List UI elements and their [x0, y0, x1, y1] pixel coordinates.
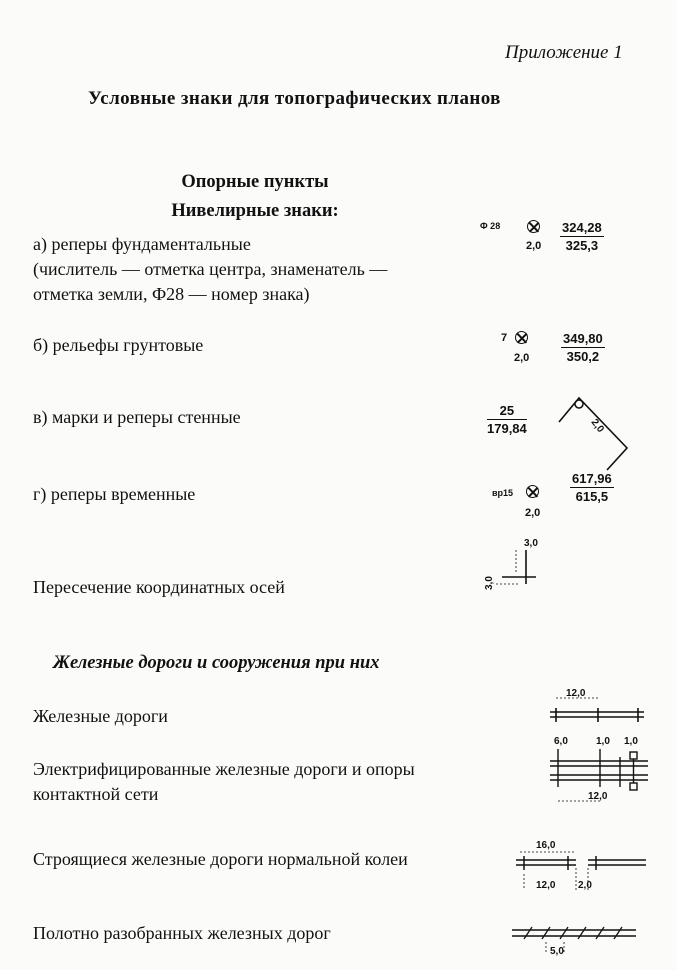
dismantled-railways-text: [33, 921, 331, 946]
item-a-line-1: а) реперы фундаментальные: [33, 234, 251, 254]
dismantled-railway-symbol: [510, 920, 640, 960]
temporary-benchmark-fraction: [570, 471, 614, 504]
construction-line-1: Строящиеся железные дороги нормальной колеи: [33, 849, 408, 869]
fundamental-benchmark-symbol: [480, 218, 620, 258]
railway-dim-label: 12,0: [566, 688, 586, 699]
temporary-benchmark-circle-icon: [526, 485, 539, 498]
item-a-line-2: (числитель — отметка центра, знаменатель —: [33, 259, 388, 279]
section-heading-control-points: Опорные пункты: [181, 172, 329, 192]
wall-outline: [559, 398, 627, 470]
item-d-line-1: г) реперы временные: [33, 484, 196, 504]
temporary-benchmark-size-label: 2,0: [525, 507, 541, 519]
item-c-line-1: в) марки и реперы стенные: [33, 407, 241, 427]
relief-size-label: 2,0: [514, 352, 530, 364]
item-e-text: [33, 575, 285, 600]
electrified-dim-label: 1,0: [624, 736, 638, 747]
relief-elevation-fraction: [561, 331, 605, 364]
subheading-leveling-marks: Нивелирные знаки:: [171, 201, 339, 221]
temporary-benchmark-symbol: [492, 471, 652, 521]
ground-relief-symbol: [498, 328, 628, 368]
item-e-line-1: Пересечение координатных осей: [33, 577, 285, 597]
electrified-railway-symbol: [548, 735, 658, 805]
wall-mark-circle-icon: [575, 400, 583, 408]
electrified-dim-label: 12,0: [588, 791, 608, 802]
axis-intersection-symbol: [480, 532, 540, 592]
fraction-denominator: 325,3: [565, 238, 599, 253]
item-c-text: [33, 405, 241, 430]
electrified-dim-label: 6,0: [554, 736, 568, 747]
wall-mark-symbol: [555, 392, 635, 472]
appendix-label: Приложение 1: [505, 42, 623, 63]
section-heading-railways: Железные дороги и сооружения при них: [53, 653, 380, 673]
construction-railway-symbol: [512, 838, 652, 893]
page-title: Условные знаки для топографических планов: [88, 88, 501, 109]
construction-dim-label: 16,0: [536, 840, 556, 851]
relief-circle-icon: [515, 331, 528, 344]
item-d-text: [33, 482, 195, 507]
electrified-railways-text: [33, 757, 415, 807]
railways-text: [33, 704, 168, 729]
construction-dim-label: 12,0: [536, 880, 556, 891]
item-a-line-3: отметка земли, Ф28 — номер знака): [33, 284, 310, 304]
benchmark-number-label: Ф 28: [480, 221, 501, 231]
electrified-dim-label: 1,0: [596, 736, 610, 747]
axis-size-top-label: 3,0: [524, 538, 538, 549]
wall-mark-size-label: 2,0: [588, 417, 606, 435]
wall-mark-fraction: [487, 403, 527, 436]
fraction-numerator: 617,96: [572, 471, 612, 486]
fraction-denominator: 179,84: [487, 421, 527, 436]
fraction-numerator: 25: [487, 403, 527, 420]
electrified-line-1: Электрифицированные железные дороги и опоры: [33, 759, 415, 779]
railways-line-1: Железные дороги: [33, 706, 168, 726]
fraction-denominator: 615,5: [575, 489, 609, 504]
axis-size-left-label: 3,0: [484, 576, 495, 590]
fraction-numerator: 349,80: [563, 331, 603, 346]
dismantled-dim-label: 5,0: [550, 946, 564, 957]
item-a-text: [33, 232, 387, 307]
construction-dim-label: 2,0: [578, 880, 592, 891]
catenary-pole-icon: [630, 783, 637, 790]
construction-railways-text: [33, 847, 408, 872]
electrified-line-2: контактной сети: [33, 784, 159, 804]
item-b-line-1: б) рельефы грунтовые: [33, 335, 204, 355]
fraction-denominator: 350,2: [566, 349, 600, 364]
dismantled-line-1: Полотно разобранных железных дорог: [33, 923, 331, 943]
benchmark-size-label: 2,0: [526, 240, 542, 252]
railway-symbol: [548, 688, 648, 728]
relief-number-label: 7: [501, 332, 508, 344]
catenary-pole-icon: [630, 752, 637, 759]
benchmark-elevation-fraction: [560, 220, 604, 253]
fraction-numerator: 324,28: [562, 220, 602, 235]
benchmark-circle-icon: [527, 220, 540, 233]
item-b-text: [33, 333, 203, 358]
temporary-benchmark-label: вр15: [492, 488, 514, 498]
